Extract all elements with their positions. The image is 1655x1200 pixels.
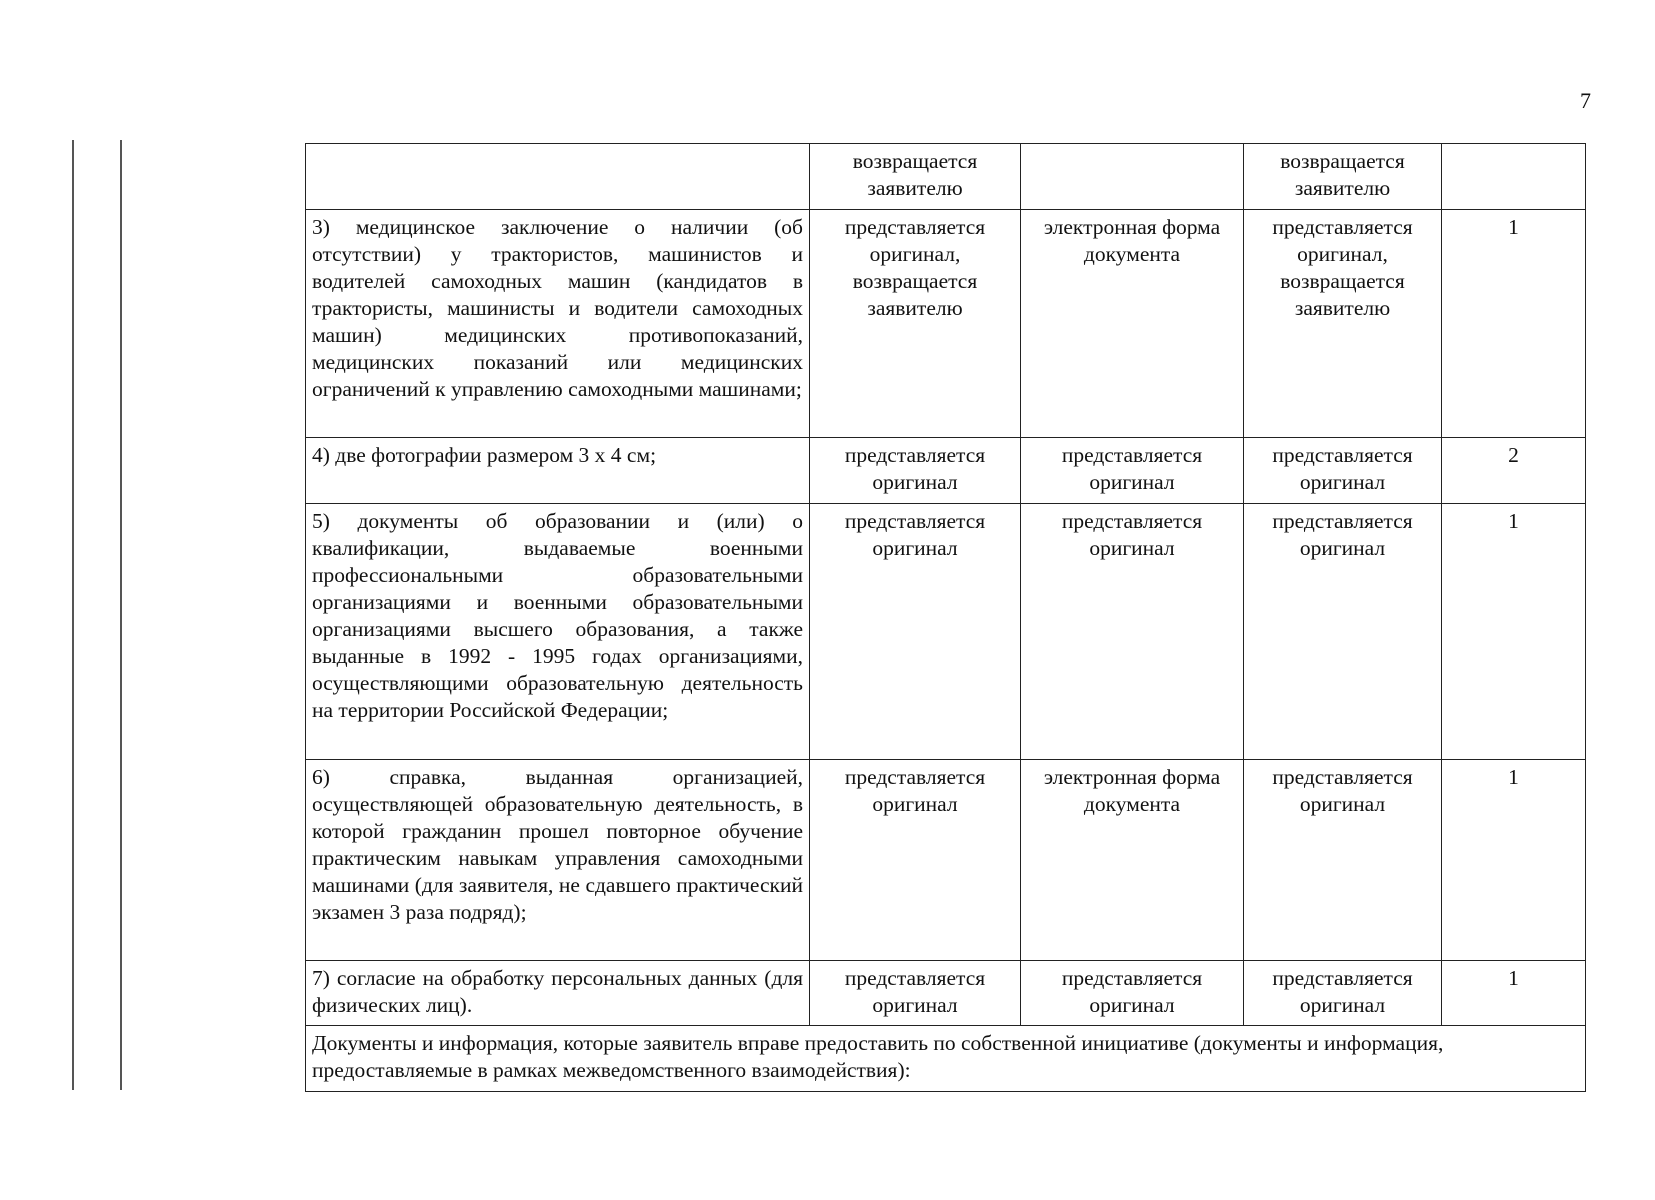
document-description: 7) согласие на обработку персональных данных (для физических лиц). bbox=[306, 961, 810, 1026]
submission-form-cell: электронная форма документа bbox=[1021, 760, 1244, 961]
submission-form-cell: представляется оригинал bbox=[1244, 760, 1442, 961]
table-row bbox=[306, 961, 1586, 1026]
table-row bbox=[306, 144, 1586, 210]
documents-table bbox=[305, 143, 1586, 1092]
margin-line-right bbox=[120, 140, 122, 1090]
document-description: 6) справка, выданная организацией, осуществляющей образовательную деятельность, в которой гражданин прошел повторное обучение практическим навыкам управления самоходными машинами (для заявителя, не сдавшего практический экзамен 3 раза подряд); bbox=[306, 760, 810, 961]
submission-form-cell: электронная форма документа bbox=[1021, 210, 1244, 438]
submission-form-cell: представляется оригинал, возвращается заявителю bbox=[810, 210, 1021, 438]
table-row bbox=[306, 760, 1586, 961]
submission-form-cell: представляется оригинал bbox=[1244, 438, 1442, 504]
submission-form-cell: представляется оригинал bbox=[810, 961, 1021, 1026]
document-count: 1 bbox=[1442, 504, 1586, 760]
submission-form-cell bbox=[1021, 144, 1244, 210]
submission-form-cell: представляется оригинал bbox=[1244, 961, 1442, 1026]
submission-form-cell: представляется оригинал bbox=[810, 760, 1021, 961]
document-description bbox=[306, 144, 810, 210]
submission-form-cell: представляется оригинал bbox=[1021, 961, 1244, 1026]
document-count: 1 bbox=[1442, 961, 1586, 1026]
document-count bbox=[1442, 144, 1586, 210]
table-row bbox=[306, 210, 1586, 438]
submission-form-cell: возвращается заявителю bbox=[810, 144, 1021, 210]
document-description: 3) медицинское заключение о наличии (об отсутствии) у трактористов, машинистов и водителей самоходных машин (кандидатов в трактористы, машинисты и водители самоходных машин) медицинских противопоказаний, медицинских показаний или медицинских ограничений к управлению самоходными машинами; bbox=[306, 210, 810, 438]
document-count: 1 bbox=[1442, 210, 1586, 438]
submission-form-cell: представляется оригинал, возвращается заявителю bbox=[1244, 210, 1442, 438]
document-description: 4) две фотографии размером 3 х 4 см; bbox=[306, 438, 810, 504]
submission-form-cell: представляется оригинал bbox=[810, 438, 1021, 504]
table-row bbox=[306, 438, 1586, 504]
submission-form-cell: возвращается заявителю bbox=[1244, 144, 1442, 210]
submission-form-cell: представляется оригинал bbox=[1244, 504, 1442, 760]
document-description: 5) документы об образовании и (или) о квалификации, выдаваемые военными профессиональными образовательными организациями и военными образовательными организациями высшего образования, а также выданные в 1992 - 1995 годах организациями, осуществляющими образовательную деятельность на территории Российской Федерации; bbox=[306, 504, 810, 760]
table-row bbox=[306, 504, 1586, 760]
page-number: 7 bbox=[1580, 88, 1591, 113]
document-count: 2 bbox=[1442, 438, 1586, 504]
document-count: 1 bbox=[1442, 760, 1586, 961]
margin-line-left bbox=[72, 140, 74, 1090]
section-heading-row: Документы и информация, которые заявитель вправе предоставить по собственной инициативе (документы и информация, предоставляемые в рамках межведомственного взаимодействия): bbox=[306, 1026, 1586, 1092]
submission-form-cell: представляется оригинал bbox=[810, 504, 1021, 760]
table-row bbox=[306, 1026, 1586, 1092]
submission-form-cell: представляется оригинал bbox=[1021, 504, 1244, 760]
submission-form-cell: представляется оригинал bbox=[1021, 438, 1244, 504]
